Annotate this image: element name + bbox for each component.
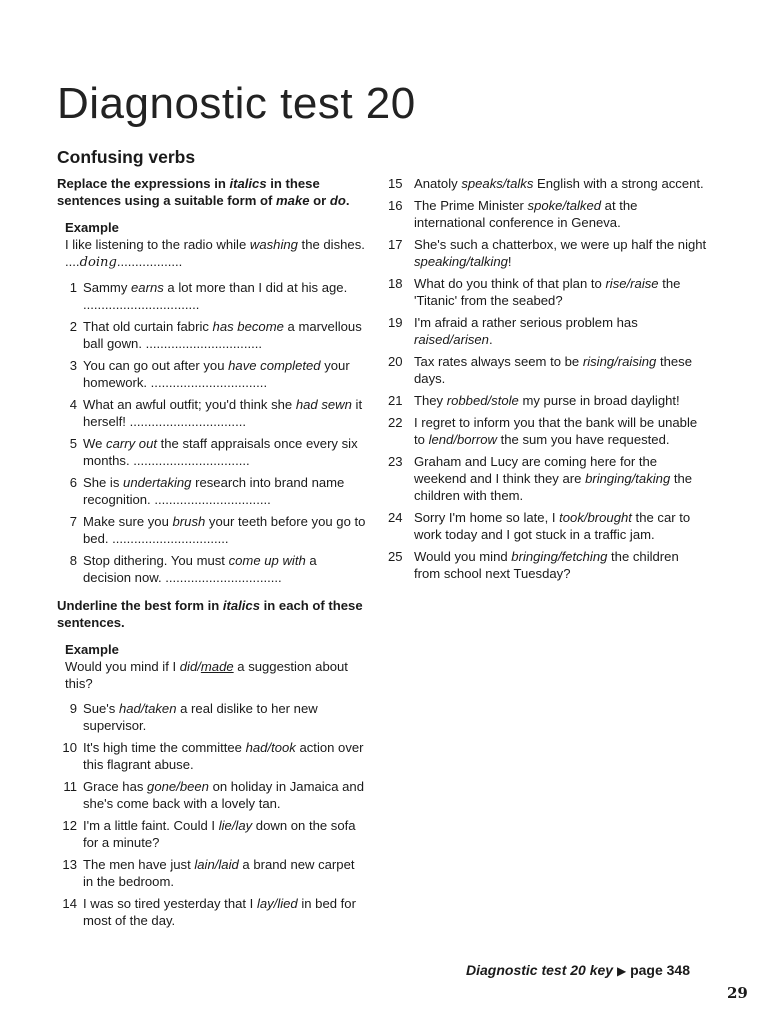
question-item: 13 The men have just lain/laid a brand new carpet in the bedroom. <box>57 856 367 890</box>
question-number: 11 <box>63 779 77 794</box>
question-number: 25 <box>388 549 403 564</box>
arrow-icon: ▶ <box>616 964 627 978</box>
question-item: 11 Grace has gone/been on holiday in Jamaica and she's come back with a lovely tan. <box>57 778 367 812</box>
question-number: 24 <box>388 510 403 525</box>
question-number: 12 <box>62 818 77 833</box>
example-handwritten-answer: doing <box>79 255 117 270</box>
question-number: 23 <box>388 454 403 469</box>
question-item: 5 We carry out the staff appraisals once every six months. ................................ <box>57 435 367 469</box>
example-text: I like listening to the radio while washing the dishes. ....doing.................. <box>65 237 365 270</box>
part2-items-left <box>57 700 367 929</box>
question-number: 20 <box>388 354 403 369</box>
part2-instruction: Underline the best form in italics in each of these sentences. <box>57 598 363 630</box>
question-item: 20 Tax rates always seem to be rising/raising these days. <box>388 354 693 386</box>
question-number: 1 <box>69 280 77 295</box>
question-number: 2 <box>69 319 77 334</box>
example-text-2: Would you mind if I did/made a suggestion about this? <box>65 659 348 691</box>
part2-items-right <box>388 175 708 582</box>
question-item: 14 I was so tired yesterday that I lay/lied in bed for most of the day. <box>57 895 367 929</box>
question-item: 8 Stop dithering. You must come up with a decision now. ................................ <box>57 552 367 586</box>
question-number: 22 <box>388 415 403 430</box>
question-item: 10 It's high time the committee had/took action over this flagrant abuse. <box>57 739 367 773</box>
question-item: 7 Make sure you brush your teeth before you go to bed. ................................ <box>57 513 367 547</box>
question-number: 7 <box>69 514 77 529</box>
question-item: 25 Would you mind bringing/fetching the children from school next Tuesday? <box>388 549 679 581</box>
question-item: 3 You can go out after you have completed your homework. ................................ <box>57 357 367 391</box>
question-item: 15 Anatoly speaks/talks English with a strong accent. <box>388 176 704 191</box>
left-column <box>57 175 367 934</box>
part1-example <box>65 219 367 271</box>
question-item: 18 What do you think of that plan to rise/raise the 'Titanic' from the seabed? <box>388 276 681 308</box>
question-item: 21 They robbed/stole my purse in broad daylight! <box>388 393 680 408</box>
question-number: 16 <box>388 198 403 213</box>
part1-instruction: Replace the expressions in italics in these sentences using a suitable form of make or do. <box>57 176 350 208</box>
page-title: Diagnostic test 20 <box>57 79 416 128</box>
question-item: 2 That old curtain fabric has become a marvellous ball gown. ................................ <box>57 318 367 352</box>
question-number: 6 <box>69 475 77 490</box>
page-number: 29 <box>727 984 748 1002</box>
question-item: 19 I'm afraid a rather serious problem has raised/arisen. <box>388 315 638 347</box>
question-item: 1 Sammy earns a lot more than I did at his age. ................................ <box>57 279 367 313</box>
question-item: 24 Sorry I'm home so late, I took/brought the car to work today and I got stuck in a traffic jam. <box>388 510 691 542</box>
part2-example <box>65 641 367 692</box>
part1-items <box>57 279 367 586</box>
question-number: 13 <box>62 857 77 872</box>
question-number: 10 <box>62 740 77 755</box>
question-item: 22 I regret to inform you that the bank will be unable to lend/borrow the sum you have requested. <box>388 415 698 447</box>
answer-key-reference: Diagnostic test 20 key ▶ page 348 <box>466 962 691 978</box>
question-number: 15 <box>388 176 403 191</box>
question-number: 4 <box>69 397 77 412</box>
question-number: 8 <box>69 553 77 568</box>
question-item: 9 Sue's had/taken a real dislike to her new supervisor. <box>57 700 367 734</box>
question-number: 9 <box>69 701 77 716</box>
section-heading: Confusing verbs <box>57 147 196 167</box>
question-number: 18 <box>388 276 403 291</box>
question-number: 21 <box>388 393 403 408</box>
example-label-2: Example <box>65 642 119 657</box>
question-item: 12 I'm a little faint. Could I lie/lay down on the sofa for a minute? <box>57 817 367 851</box>
example-label: Example <box>65 220 119 235</box>
question-item: 4 What an awful outfit; you'd think she had sewn it herself! ................................ <box>57 396 367 430</box>
right-column <box>388 175 708 587</box>
question-number: 3 <box>69 358 77 373</box>
question-number: 14 <box>62 896 77 911</box>
question-number: 17 <box>388 237 403 252</box>
question-number: 5 <box>69 436 77 451</box>
question-number: 19 <box>388 315 403 330</box>
question-item: 17 She's such a chatterbox, we were up half the night speaking/talking! <box>388 237 707 269</box>
question-item: 16 The Prime Minister spoke/talked at the international conference in Geneva. <box>388 198 638 230</box>
question-item: 6 She is undertaking research into brand name recognition. ................................ <box>57 474 367 508</box>
question-item: 23 Graham and Lucy are coming here for the weekend and I think they are bringing/taking the children with them. <box>388 454 693 503</box>
